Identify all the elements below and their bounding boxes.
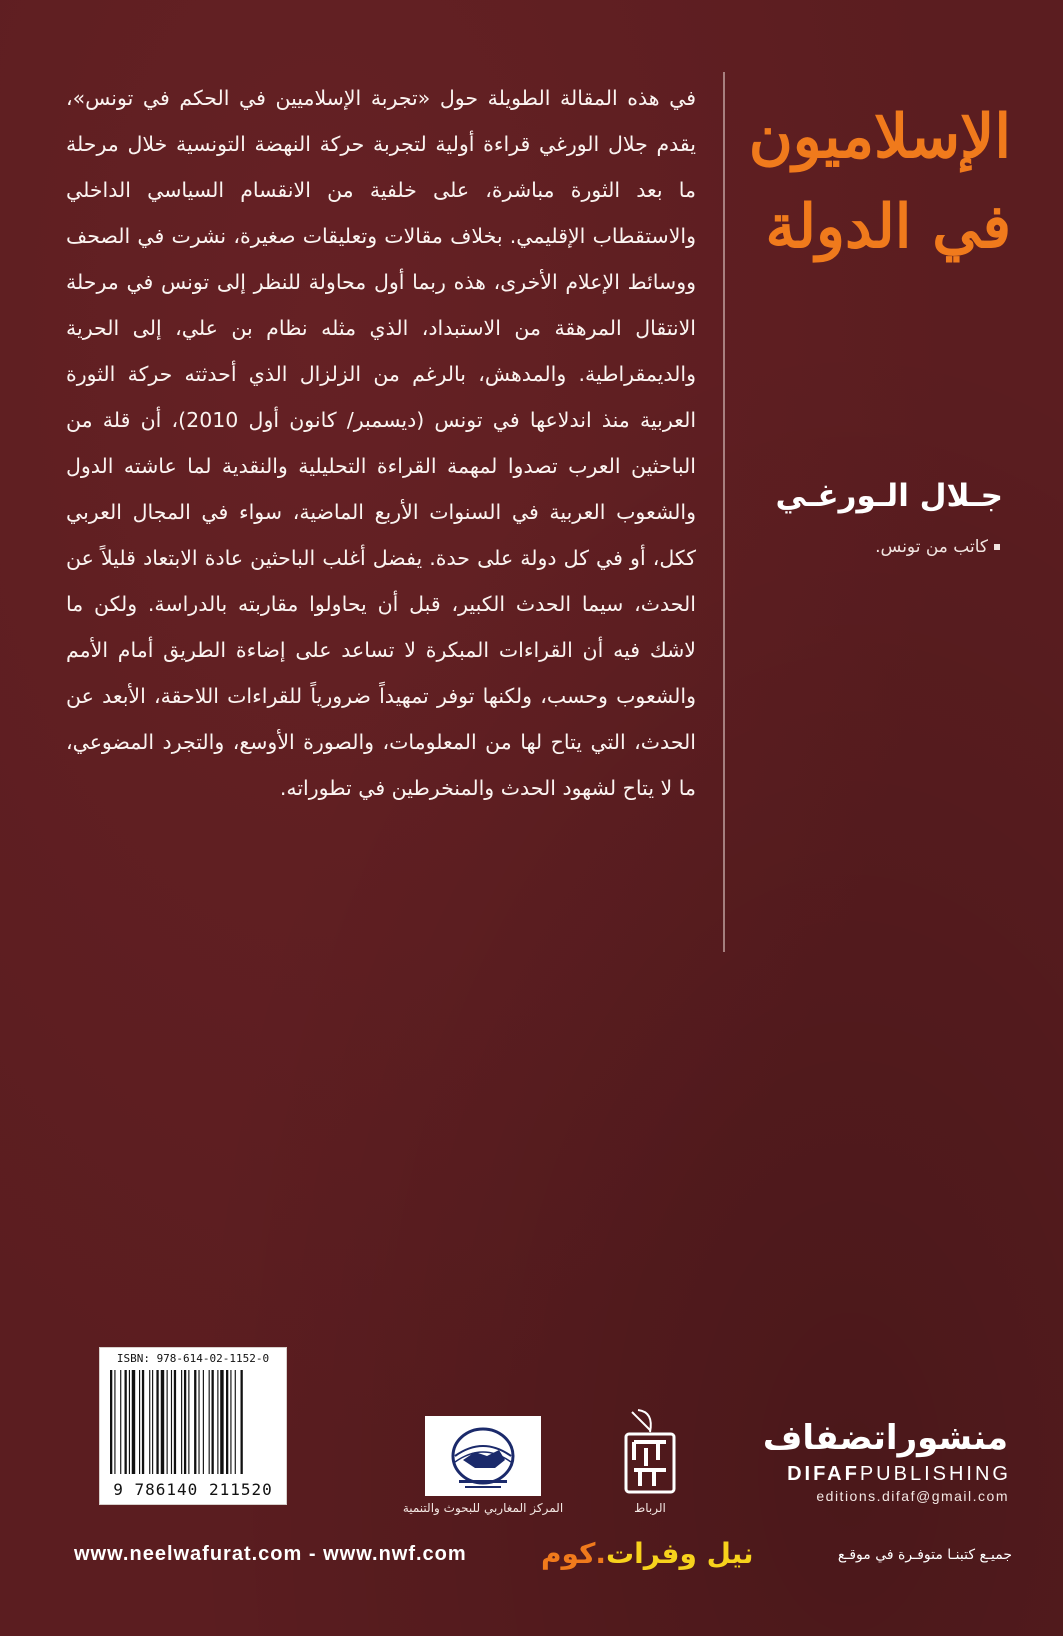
book-title [741,92,1011,272]
difaf-arabic-logo: منشوراتضفاف [762,1418,1008,1458]
column-divider [723,72,725,952]
blurb-text: في هذه المقالة الطويلة حول «تجربة الإسلاميين في الحكم في تونس»، يقدم جلال الورغي قراءة أولية لتجربة حركة النهضة التونسية خلال مرحلة ما بعد الثورة مباشرة، على خلفية من الانقسام السياسي الداخلي والاستقطاب الإقليمي. بخلاف مقالات وتعليقات صغيرة، نشرت في الصحف ووسائط الإعلام الأخرى، هذه ربما أول محاولة للنظر إلى تونس في مرحلة الانتقال المرهقة من الاستبداد، الذي مثله نظام بن علي، إلى الحرية والديمقراطية. والمدهش، بالرغم من الزلزال الذي أحدثته حركة الثورة العربية منذ اندلاعها في تونس (ديسمبر/ كانون أول 2010)، أن قلة من الباحثين العرب تصدوا لمهمة القراءة التحليلية والنقدية لما عاشته الدول والشعوب العربية في السنوات الأربع الماضية، سواء في المجال العربي ككل، أو في كل دولة على حدة. يفضل أغلب الباحثين عادة الابتعاد قليلاً عن الحدث، سيما الحدث الكبير، قبل أن يحاولوا مقاربته بالدراسة. ولكن ما لاشك فيه أن القراءات المبكرة لا تساعد على إضاءة الطريق أمام الأمم والشعوب وحسب، ولكنها توفر تمهيداً ضرورياً للقراءات اللاحقة، الأبعد عن الحدث، التي يتاح لها من المعلومات، والصورة الأوسع، والتجرد المضوعي، ما لا يتاح لشهود الحدث والمنخرطين في تطوراته. [66,86,697,800]
research-center-logo [425,1416,541,1496]
isbn-label: ISBN: 978-614-02-1152-0 [116,1352,270,1365]
barcode-bars [110,1370,276,1474]
difaf-en-bold: DIFAF [787,1463,860,1485]
difaf-email: editions.difaf@gmail.com [816,1488,1009,1504]
isbn-barcode [99,1347,287,1505]
title-line-1: الإسلاميون [748,102,1011,172]
brand-part-2: .كوم [541,1537,606,1570]
bullet-icon [994,544,1000,550]
title-line-2: في الدولة [765,192,1011,262]
neelwafurat-brand [541,1537,754,1570]
difaf-english-logo [787,1463,1011,1486]
author-note-text: كاتب من تونس. [875,537,988,557]
footer-note: جميـع كتبنـا متوفـرة في موقـع [837,1547,1012,1563]
author-name: جـلال الـورغـي [775,478,1003,514]
dar-logo-icon [610,1408,690,1498]
footer-bar [74,1537,1012,1577]
research-center-label: المركز المغاربي للبحوث والتنمية [402,1501,564,1515]
isbn-digits: 9 786140 211520 [113,1480,273,1499]
difaf-en-rest: PUBLISHING [859,1463,1011,1485]
author-note [875,537,1000,557]
brand-part-1: نيل وفرات [606,1537,754,1570]
footer-urls: www.neelwafurat.com - www.nwf.com [74,1543,467,1565]
dar-location-label: الرباط [634,1501,666,1515]
globe-icon [425,1416,541,1496]
dar-aman-logo [610,1408,690,1498]
